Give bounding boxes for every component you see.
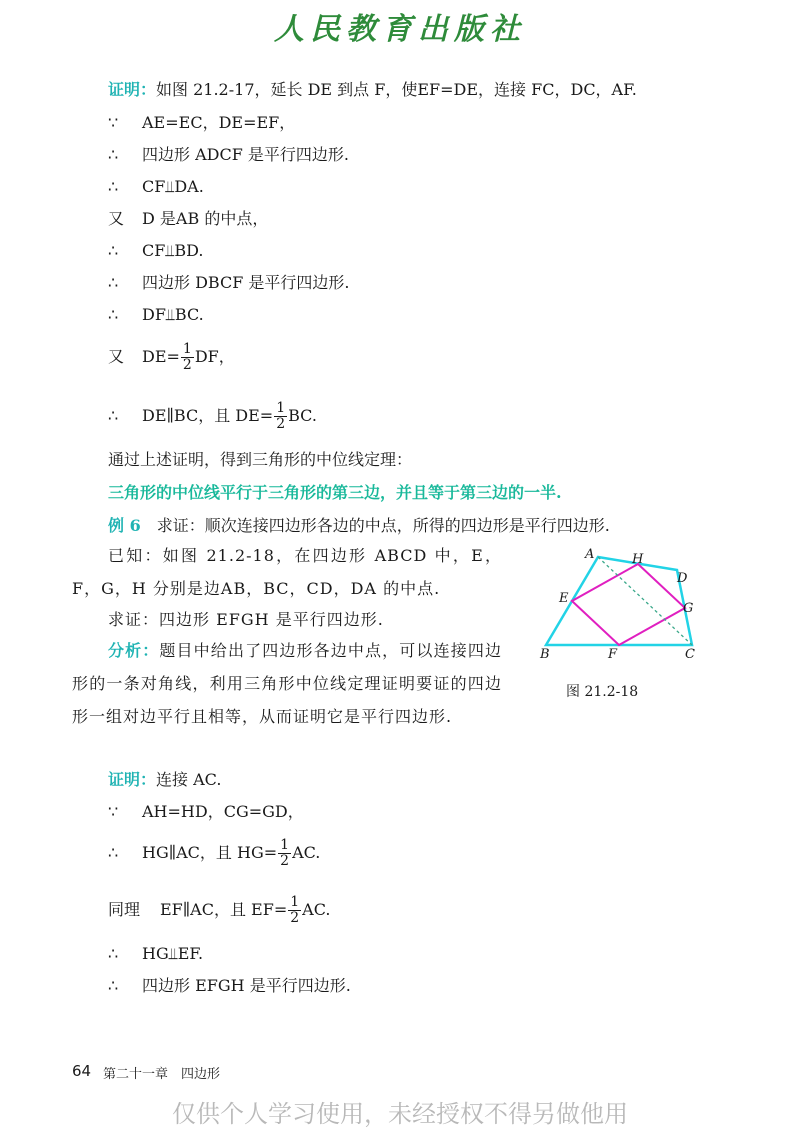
step-text-post: DF， [194, 347, 235, 366]
step-symbol: 又 [108, 347, 125, 366]
proof-step [108, 271, 350, 295]
conclusion-intro: 通过上述证明，得到三角形的中位线定理： [108, 450, 413, 469]
step-symbol: ∴ [108, 406, 119, 425]
step-symbol: ∴ [108, 976, 119, 995]
step-text-pre: HG∥AC，且 HG= [142, 843, 278, 862]
example-label: 例 6 [108, 516, 141, 535]
step-text: HG⫫EF. [142, 944, 204, 963]
proof-label: 证明： [108, 770, 157, 789]
prove-statement: 求证：四边形 EFGH 是平行四边形. [108, 610, 384, 629]
step-symbol: ∴ [108, 145, 119, 164]
step-text-pre: DE= [142, 347, 180, 366]
step-text: DF⫫BC. [142, 305, 204, 324]
step-text-pre: EF∥AC，且 EF= [160, 900, 288, 919]
theorem-statement: 三角形的中位线平行于三角形的第三边，并且等于第三边的一半. [108, 483, 562, 502]
proof-intro: 连接 AC. [156, 770, 222, 789]
chapter-title: 第二十一章 四边形 [103, 1067, 221, 1082]
proof-step [108, 942, 203, 966]
step-symbol: ∵ [108, 113, 119, 132]
step-text: AE=EC，DE=EF， [142, 113, 296, 132]
proof-step-fraction [108, 895, 330, 926]
proof-step [108, 175, 204, 199]
fraction-numerator: 1 [280, 837, 290, 853]
proof-step [108, 974, 351, 998]
step-symbol: ∴ [108, 177, 119, 196]
label-g: G [683, 601, 694, 616]
step-text: CF⫫DA. [142, 177, 204, 196]
watermark: 仅供个人学习使用，未经授权不得另做他用 [172, 1100, 628, 1128]
proof1-intro-line [108, 78, 637, 102]
analysis-label: 分析： [108, 641, 160, 660]
example6-heading [108, 514, 610, 538]
step-text-post: AC. [292, 843, 321, 862]
proof-step [108, 239, 203, 263]
proof-step-fraction [108, 401, 317, 432]
step-symbol: 同理 [108, 900, 141, 919]
fraction [274, 401, 287, 432]
fraction-numerator: 1 [290, 894, 300, 910]
proof-step [108, 143, 349, 167]
step-symbol: 又 [108, 209, 125, 228]
step-text-post: BC. [288, 406, 317, 425]
label-d: D [677, 571, 688, 586]
step-symbol: ∴ [108, 273, 119, 292]
step-text: 四边形 ADCF 是平行四边形. [142, 145, 349, 164]
step-symbol: ∴ [108, 944, 119, 963]
step-symbol: ∴ [108, 305, 119, 324]
step-text: D 是AB 的中点， [142, 209, 269, 228]
fraction-denominator: 2 [276, 416, 286, 432]
proof-step [108, 303, 204, 327]
proof-label: 证明： [108, 80, 157, 99]
fraction [278, 838, 291, 869]
fraction [181, 342, 194, 373]
analysis-paragraph [72, 634, 502, 733]
fraction [288, 895, 301, 926]
label-h: H [632, 552, 644, 567]
step-symbol: ∴ [108, 241, 119, 260]
proof-step-fraction [108, 342, 235, 373]
fraction-numerator: 1 [276, 400, 286, 416]
label-a: A [585, 547, 595, 562]
page-number: 64 [72, 1062, 92, 1080]
proof-step [108, 111, 295, 135]
proof-step [108, 207, 268, 231]
step-text: 四边形 DBCF 是平行四边形. [142, 273, 350, 292]
proof-intro: 如图 21.2-17，延长 DE 到点 F，使EF=DE，连接 FC，DC，AF. [156, 80, 637, 99]
proof-step-fraction [108, 838, 320, 869]
analysis-text: 题目中给出了四边形各边中点，可以连接四边形的一条对角线，利用三角形中位线定理证明要证的四边形一组对边平行且相等，从而证明它是平行四边形. [72, 641, 502, 726]
publisher-logo: 人民教育出版社 [274, 12, 526, 47]
step-symbol: ∴ [108, 843, 119, 862]
fraction-denominator: 2 [290, 910, 300, 926]
step-text-pre: DE∥BC，且 DE= [142, 406, 274, 425]
given-paragraph: 已知：如图 21.2-18，在四边形 ABCD 中，E，F，G，H 分别是边AB，BC，CD，DA 的中点. [72, 546, 502, 598]
example-text: 求证：顺次连接四边形各边的中点，所得的四边形是平行四边形. [156, 516, 610, 535]
step-text: 四边形 EFGH 是平行四边形. [142, 976, 351, 995]
inner-parallelogram-efgh [572, 564, 685, 645]
step-text: AH=HD，CG=GD， [142, 802, 304, 821]
fraction-denominator: 2 [182, 357, 192, 373]
fraction-denominator: 2 [280, 853, 290, 869]
label-c: C [685, 647, 695, 662]
figure-caption: 图 21.2-18 [566, 684, 639, 700]
label-f: F [608, 647, 618, 662]
step-text: CF⫫BD. [142, 241, 204, 260]
figure-quadrilateral [530, 542, 710, 667]
label-b: B [540, 647, 550, 662]
proof-step [108, 800, 304, 824]
label-e: E [559, 591, 569, 606]
step-text-post: AC. [302, 900, 331, 919]
step-symbol: ∵ [108, 802, 119, 821]
proof2-intro-line [108, 768, 221, 792]
fraction-numerator: 1 [182, 341, 192, 357]
